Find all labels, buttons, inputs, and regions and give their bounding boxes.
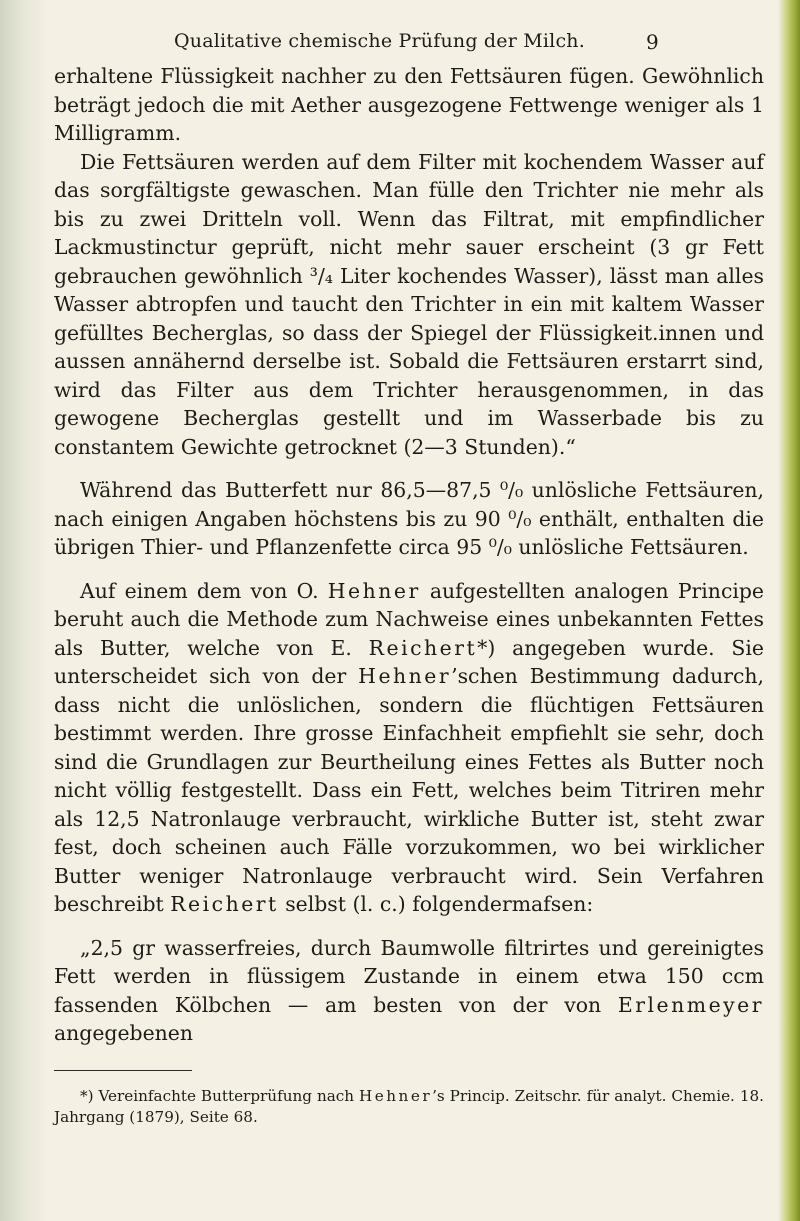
paragraph-butterfat-percentages: Während das Butterfett nur 86,5—87,5 ⁰/₀ unlösliche Fettsäuren, nach einigen Angaben höchstens bis zu 90 ⁰/₀ enthält, enthalten die übrigen Thier- und Pflanzenfette circa 95 ⁰/₀ unlösliche Fettsäuren. [54, 478, 764, 559]
author-name-reichert: Reichert [368, 635, 478, 660]
text-run: selbst (l. c.) folgendermafsen: [278, 892, 594, 916]
text-run: „2,5 gr wasserfreies, durch Baumwolle filtrirtes und gereinigtes Fett werden in flüssigem Zustande in einem etwa 150 ccm fassenden Kölbchen — am besten von der von [54, 935, 764, 1017]
text-run: ’s Princip. Zeitschr. für analyt. Chemie. 18. Jahrgang (1879), Seite 68. [54, 1086, 764, 1126]
paragraph-quoted-procedure [54, 934, 764, 1048]
book-page [54, 26, 764, 1143]
page-number: 9 [646, 30, 659, 54]
author-name-erlenmeyer: Erlenmeyer [617, 992, 764, 1017]
text-run: Auf einem dem von O. [80, 578, 328, 603]
text-run: *) Vereinfachte Butterprüfung nach [80, 1086, 360, 1105]
text-run: ’schen Bestimmung dadurch, dass nicht die unlöslichen, sondern die flüchtigen Fettsäuren bestimmt werden. Ihre grosse Einfachheit empfiehlt sie sehr, doch sind die Grundlagen zur Beurtheilung eines Fettes als Butter noch nicht völlig festgestellt. Dass ein Fett, welches beim Titriren mehr als 12,5 Natronlauge verbraucht, wirkliche Butter ist, steht zwar fest, doch scheinen auch Fälle vorzukommen, wo bei wirklicher Butter weniger Natronlauge verbraucht wird. Sein Verfahren beschreibt [54, 664, 764, 916]
text-run: aufgestellten analogen Principe beruht auch die Methode zum Nachweise eines unbekannten Fettes als Butter, welche von E. [54, 578, 765, 660]
paragraph-washing-procedure: Die Fettsäuren werden auf dem Filter mit kochendem Wasser auf das sorgfältigste gewaschen. Man fülle den Trichter nie mehr als bis zu zwei Dritteln voll. Wenn das Filtrat, mit empfindlicher Lackmustinctur geprüft, nicht mehr sauer erscheint (3 gr Fett gebrauchen gewöhnlich ³/₄ Liter kochendes Wasser), lässt man alles Wasser abtropfen und taucht den Trichter in ein mit kaltem Wasser gefülltes Becherglas, so dass der Spiegel der Flüssigkeit.innen und aussen annähernd derselbe ist. Sobald die Fettsäuren erstarrt sind, wird das Filter aus dem Trichter herausgenommen, in das gewogene Becherglas gestellt und im Wasserbade bis zu constantem Gewichte getrocknet (2—3 Stunden).“ [54, 149, 764, 459]
author-name-hehner: Hehner [359, 1086, 433, 1105]
footnote-divider [54, 1070, 192, 1071]
running-header [54, 26, 764, 62]
page-binding-shadow [0, 0, 48, 1221]
paragraph-continuation: erhaltene Flüssigkeit nachher zu den Fettsäuren fügen. Gewöhnlich beträgt jedoch die mit Aether ausgezogene Fettwenge weniger als 1 Milligramm. [54, 64, 764, 145]
text-run: angegebenen [54, 1021, 193, 1045]
footnote [54, 1086, 764, 1128]
body-text [54, 62, 764, 1048]
text-run: *) angegeben wurde. Sie unterscheidet sich von der [54, 635, 764, 688]
author-name-reichert: Reichert [170, 892, 279, 916]
paragraph-reichert-method [54, 577, 764, 919]
author-name-hehner: Hehner [358, 664, 452, 688]
page-edge-tint [778, 0, 800, 1221]
running-title: Qualitative chemische Prüfung der Milch. [174, 30, 585, 52]
author-name-hehner: Hehner [327, 578, 421, 603]
